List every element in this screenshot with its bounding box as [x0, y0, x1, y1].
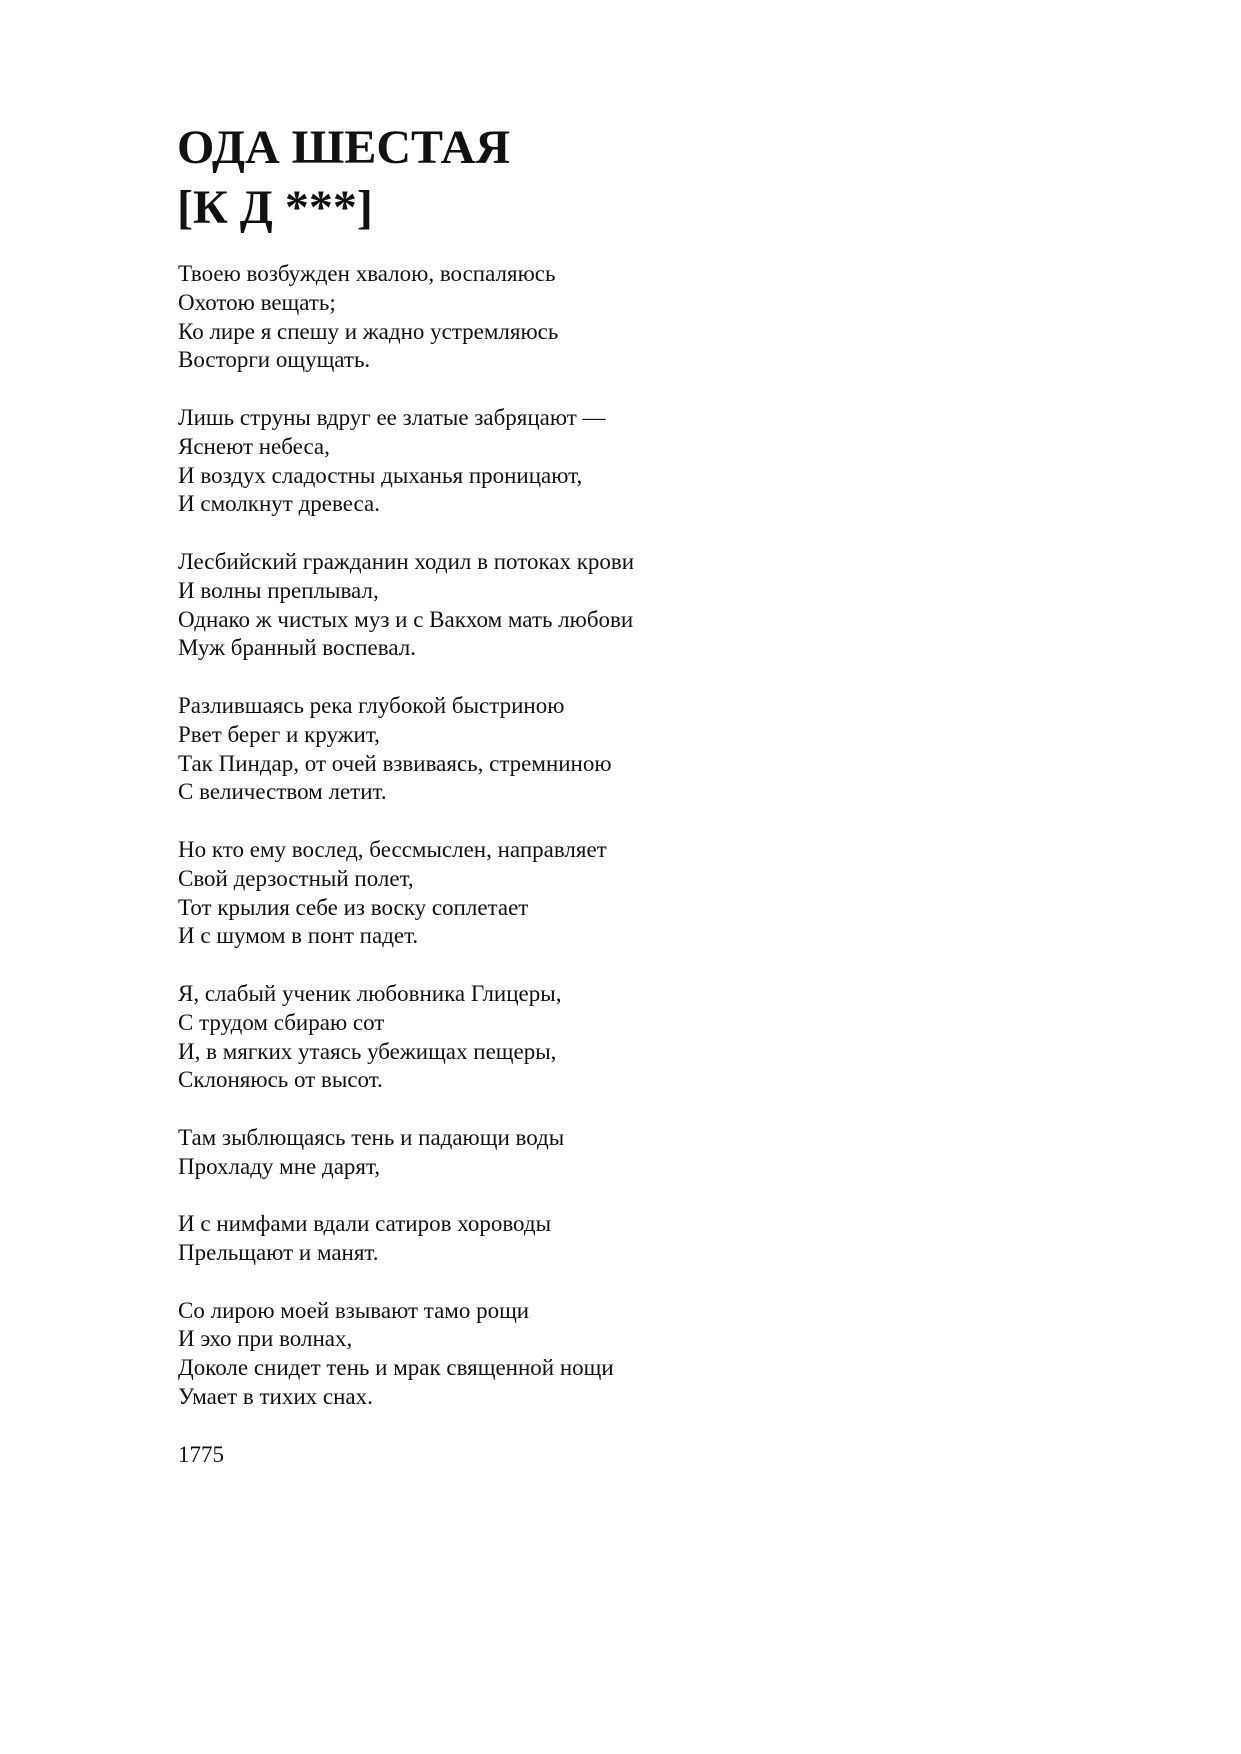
verse-line: Там зыблющаясь тень и падающи воды	[178, 1124, 565, 1150]
verse-line: Так Пиндар, от очей взвиваясь, стремниною	[178, 750, 612, 776]
verse-line: Склоняюсь от высот.	[178, 1067, 383, 1093]
poem-body	[178, 260, 634, 1469]
stanza-8	[178, 1210, 634, 1268]
verse-line: И с нимфами вдали сатиров хороводы	[178, 1211, 552, 1237]
verse-line: Я, слабый ученик любовника Глицеры,	[178, 980, 562, 1006]
verse-line: Лишь струны вдруг ее златые забряцают —	[178, 404, 606, 430]
verse-line: И с шумом в понт падет.	[178, 923, 419, 949]
stanza-7	[178, 1124, 634, 1182]
verse-line: И, в мягких утаясь убежищах пещеры,	[178, 1038, 557, 1064]
verse-line: Со лирою моей взывают тамо рощи	[178, 1297, 530, 1323]
verse-line: Охотою вещать;	[178, 289, 336, 315]
verse-line: Восторги ощущать.	[178, 347, 371, 373]
stanza-6	[178, 980, 634, 1095]
stanza-4	[178, 692, 634, 807]
verse-line: И эхо при волнах,	[178, 1326, 353, 1352]
poem-title	[177, 118, 510, 238]
verse-line: Доколе снидет тень и мрак священной нощи	[178, 1355, 614, 1381]
poem-year: 1775	[178, 1441, 224, 1467]
verse-line: С величеством летит.	[178, 779, 387, 805]
verse-line: И смолкнут древеса.	[178, 491, 380, 517]
verse-line: Рвет берег и кружит,	[178, 721, 380, 747]
verse-line: И волны преплывал,	[178, 577, 379, 603]
verse-line: Прохладу мне дарят,	[178, 1153, 381, 1179]
verse-line: Свой дерзостный полет,	[178, 865, 414, 891]
verse-line: Разлившаясь река глубокой быстриною	[178, 692, 565, 718]
poem-title-line-2: [К Д ***]	[177, 181, 373, 234]
poem-title-line-1: ОДА ШЕСТАЯ	[177, 121, 510, 174]
verse-line: Лесбийский гражданин ходил в потоках крови	[178, 548, 635, 574]
verse-line: Тот крылия себе из воску соплетает	[178, 894, 529, 920]
stanza-9	[178, 1297, 634, 1412]
verse-line: Твоею возбужден хвалою, воспаляюсь	[178, 261, 556, 286]
stanza-1	[178, 260, 634, 375]
stanza-5	[178, 836, 634, 951]
verse-line: С трудом сбираю сот	[178, 1009, 385, 1035]
verse-line: И воздух сладостны дыханья проницают,	[178, 462, 583, 488]
verse-line: Прельщают и манят.	[178, 1240, 379, 1266]
stanza-2	[178, 404, 634, 519]
verse-line: Яснеют небеса,	[178, 433, 330, 459]
verse-line: Ко лире я спешу и жадно устремляюсь	[178, 318, 559, 344]
stanza-3	[178, 548, 634, 663]
verse-line: Однако ж чистых муз и с Вакхом мать любови	[178, 606, 634, 632]
verse-line: Муж бранный воспевал.	[178, 635, 416, 661]
verse-line: Умает в тихих снах.	[178, 1384, 373, 1410]
verse-line: Но кто ему вослед, бессмыслен, направляет	[178, 836, 607, 862]
